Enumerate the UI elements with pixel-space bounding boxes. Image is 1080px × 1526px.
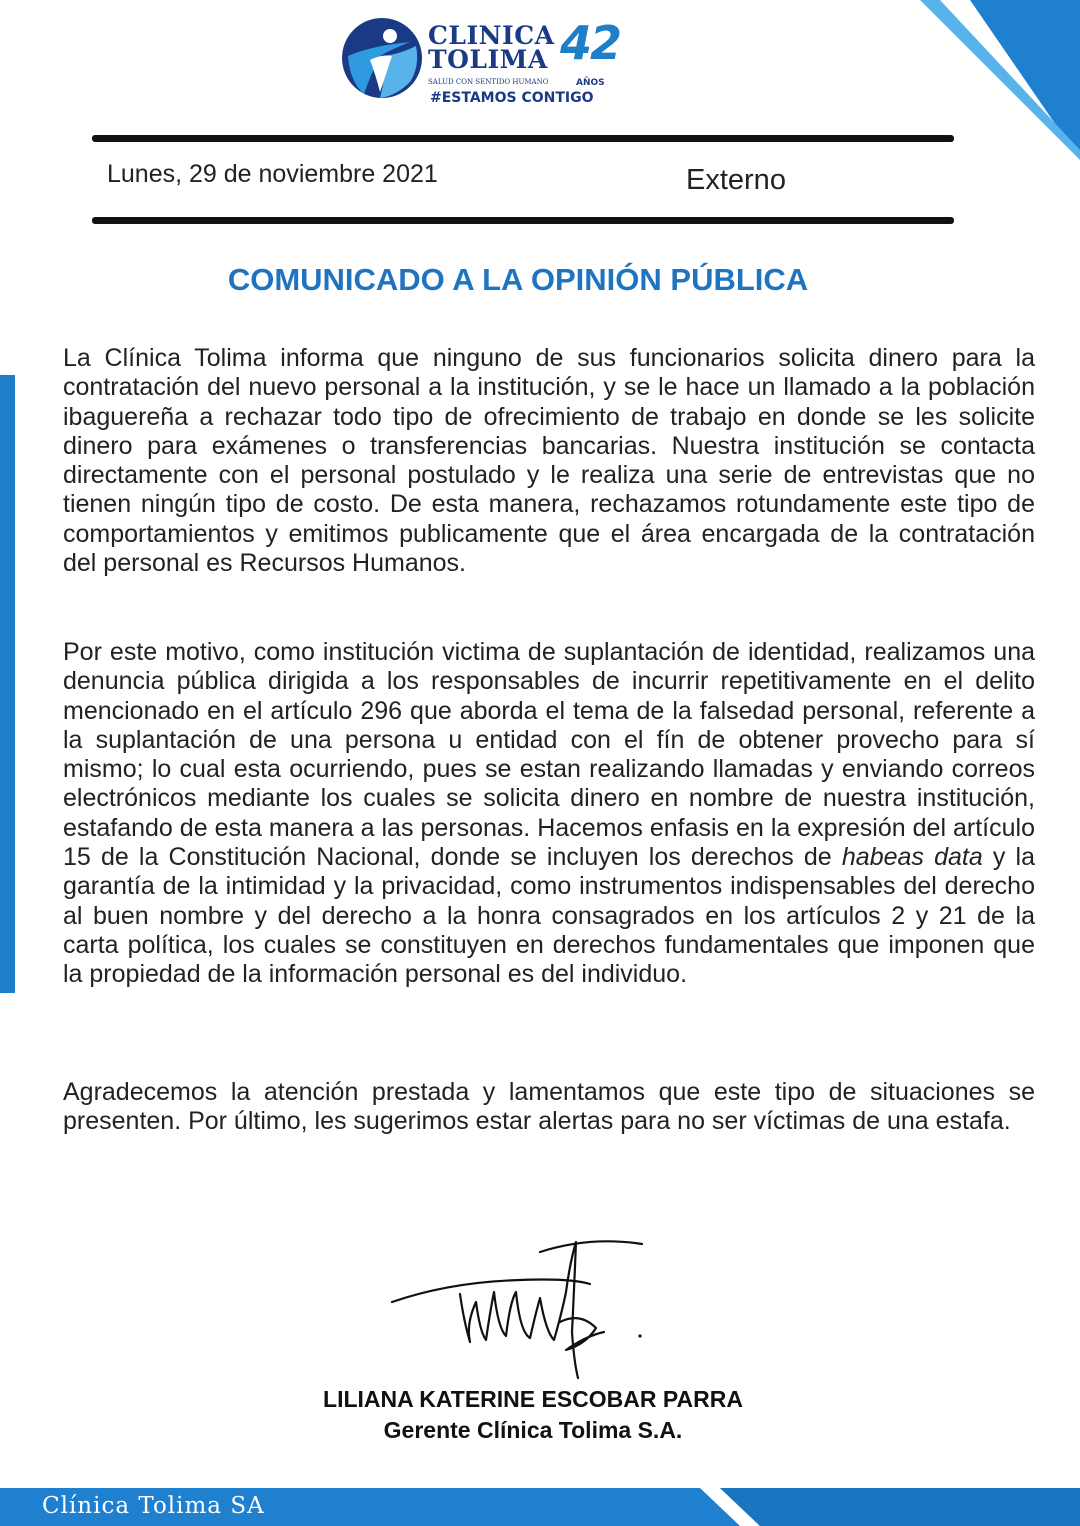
clinic-logo: [340, 8, 640, 112]
divider-top: [92, 135, 954, 142]
logo-name-line1: CLINICA: [428, 21, 555, 50]
paragraph-1: La Clínica Tolima informa que ninguno de sus funcionarios solicita dinero para la contratación del nuevo personal a la institución, y se le hace un llamado a la población ibaguereña a rechazar todo tipo de ofrecimiento de trabajo en donde se les solicite dinero para exámenes o transferencias bancarias. Nuestra institución se contacta directamente con el personal postulado y le realiza una serie de entrevistas que no tienen ningún tipo de costo. De esta manera, rechazamos rotundamente este tipo de comportamientos y emitimos publicamente que el área encargada de la contratación del personal es Recursos Humanos.: [63, 344, 1035, 578]
logo-wordmark: [428, 21, 555, 74]
paragraph-2: [63, 638, 1035, 990]
document-title: COMUNICADO A LA OPINIÓN PÚBLICA: [227, 262, 809, 297]
document-type: Externo: [686, 164, 786, 196]
logo-anniversary-number: 42: [560, 16, 621, 70]
footer-text: Clínica Tolima SA: [42, 1493, 265, 1519]
paragraph-2-part1: Por este motivo, como institución victima de suplantación de identidad, realizamos una denuncia pública dirigida a los responsables de incurrir repetitivamente en el delito mencionado en el artículo 296 que aborda el tema de la falsedad personal, referente a la suplantación de una persona u entidad con el fín de obtener provecho para sí mismo; lo cual esta ocurriendo, pues se estan realizando llamadas y enviando correos electrónicos mediante los cuales se solicita dinero en nombre de nuestra institución, estafando de esta manera a las personas. Hacemos enfasis en la expresión del artículo 15 de la Constitución Nacional, donde se incluyen los derechos de: [63, 638, 1035, 872]
paragraph-2-italic: habeas data: [841, 843, 983, 872]
logo-years-label: AÑOS: [576, 78, 605, 88]
signatory-name: LILIANA KATERINE ESCOBAR PARRA: [323, 1386, 743, 1412]
paragraph-2-part2: y la garantía de la intimidad y la privacidad, como instrumentos indispensables del derecho al buen nombre y del derecho a la honra consagrados en los artículos 2 y 21 de la carta política, los cuales se constituyen en derechos fundamentales que imponen que la propiedad de la información personal es del individuo.: [63, 843, 1036, 989]
divider-bottom: [92, 217, 954, 224]
corner-decoration: [880, 0, 1080, 200]
paragraph-3: Agradecemos la atención prestada y lamentamos que este tipo de situaciones se presenten. Por último, les sugerimos estar alertas para no ser víctimas de una estafa.: [63, 1078, 1035, 1136]
footer-bar: [0, 1488, 1080, 1526]
document-date: Lunes, 29 de noviembre 2021: [107, 160, 438, 188]
logo-hashtag: #ESTAMOS CONTIGO: [430, 90, 594, 106]
logo-name-line2: TOLIMA: [428, 45, 548, 74]
left-accent-bar: [0, 375, 15, 993]
logo-emblem-icon: [340, 16, 424, 100]
logo-tagline: SALUD CON SENTIDO HUMANO: [428, 78, 549, 86]
signatory-role: Gerente Clínica Tolima S.A.: [383, 1417, 683, 1443]
handwritten-signature: [390, 1232, 650, 1382]
